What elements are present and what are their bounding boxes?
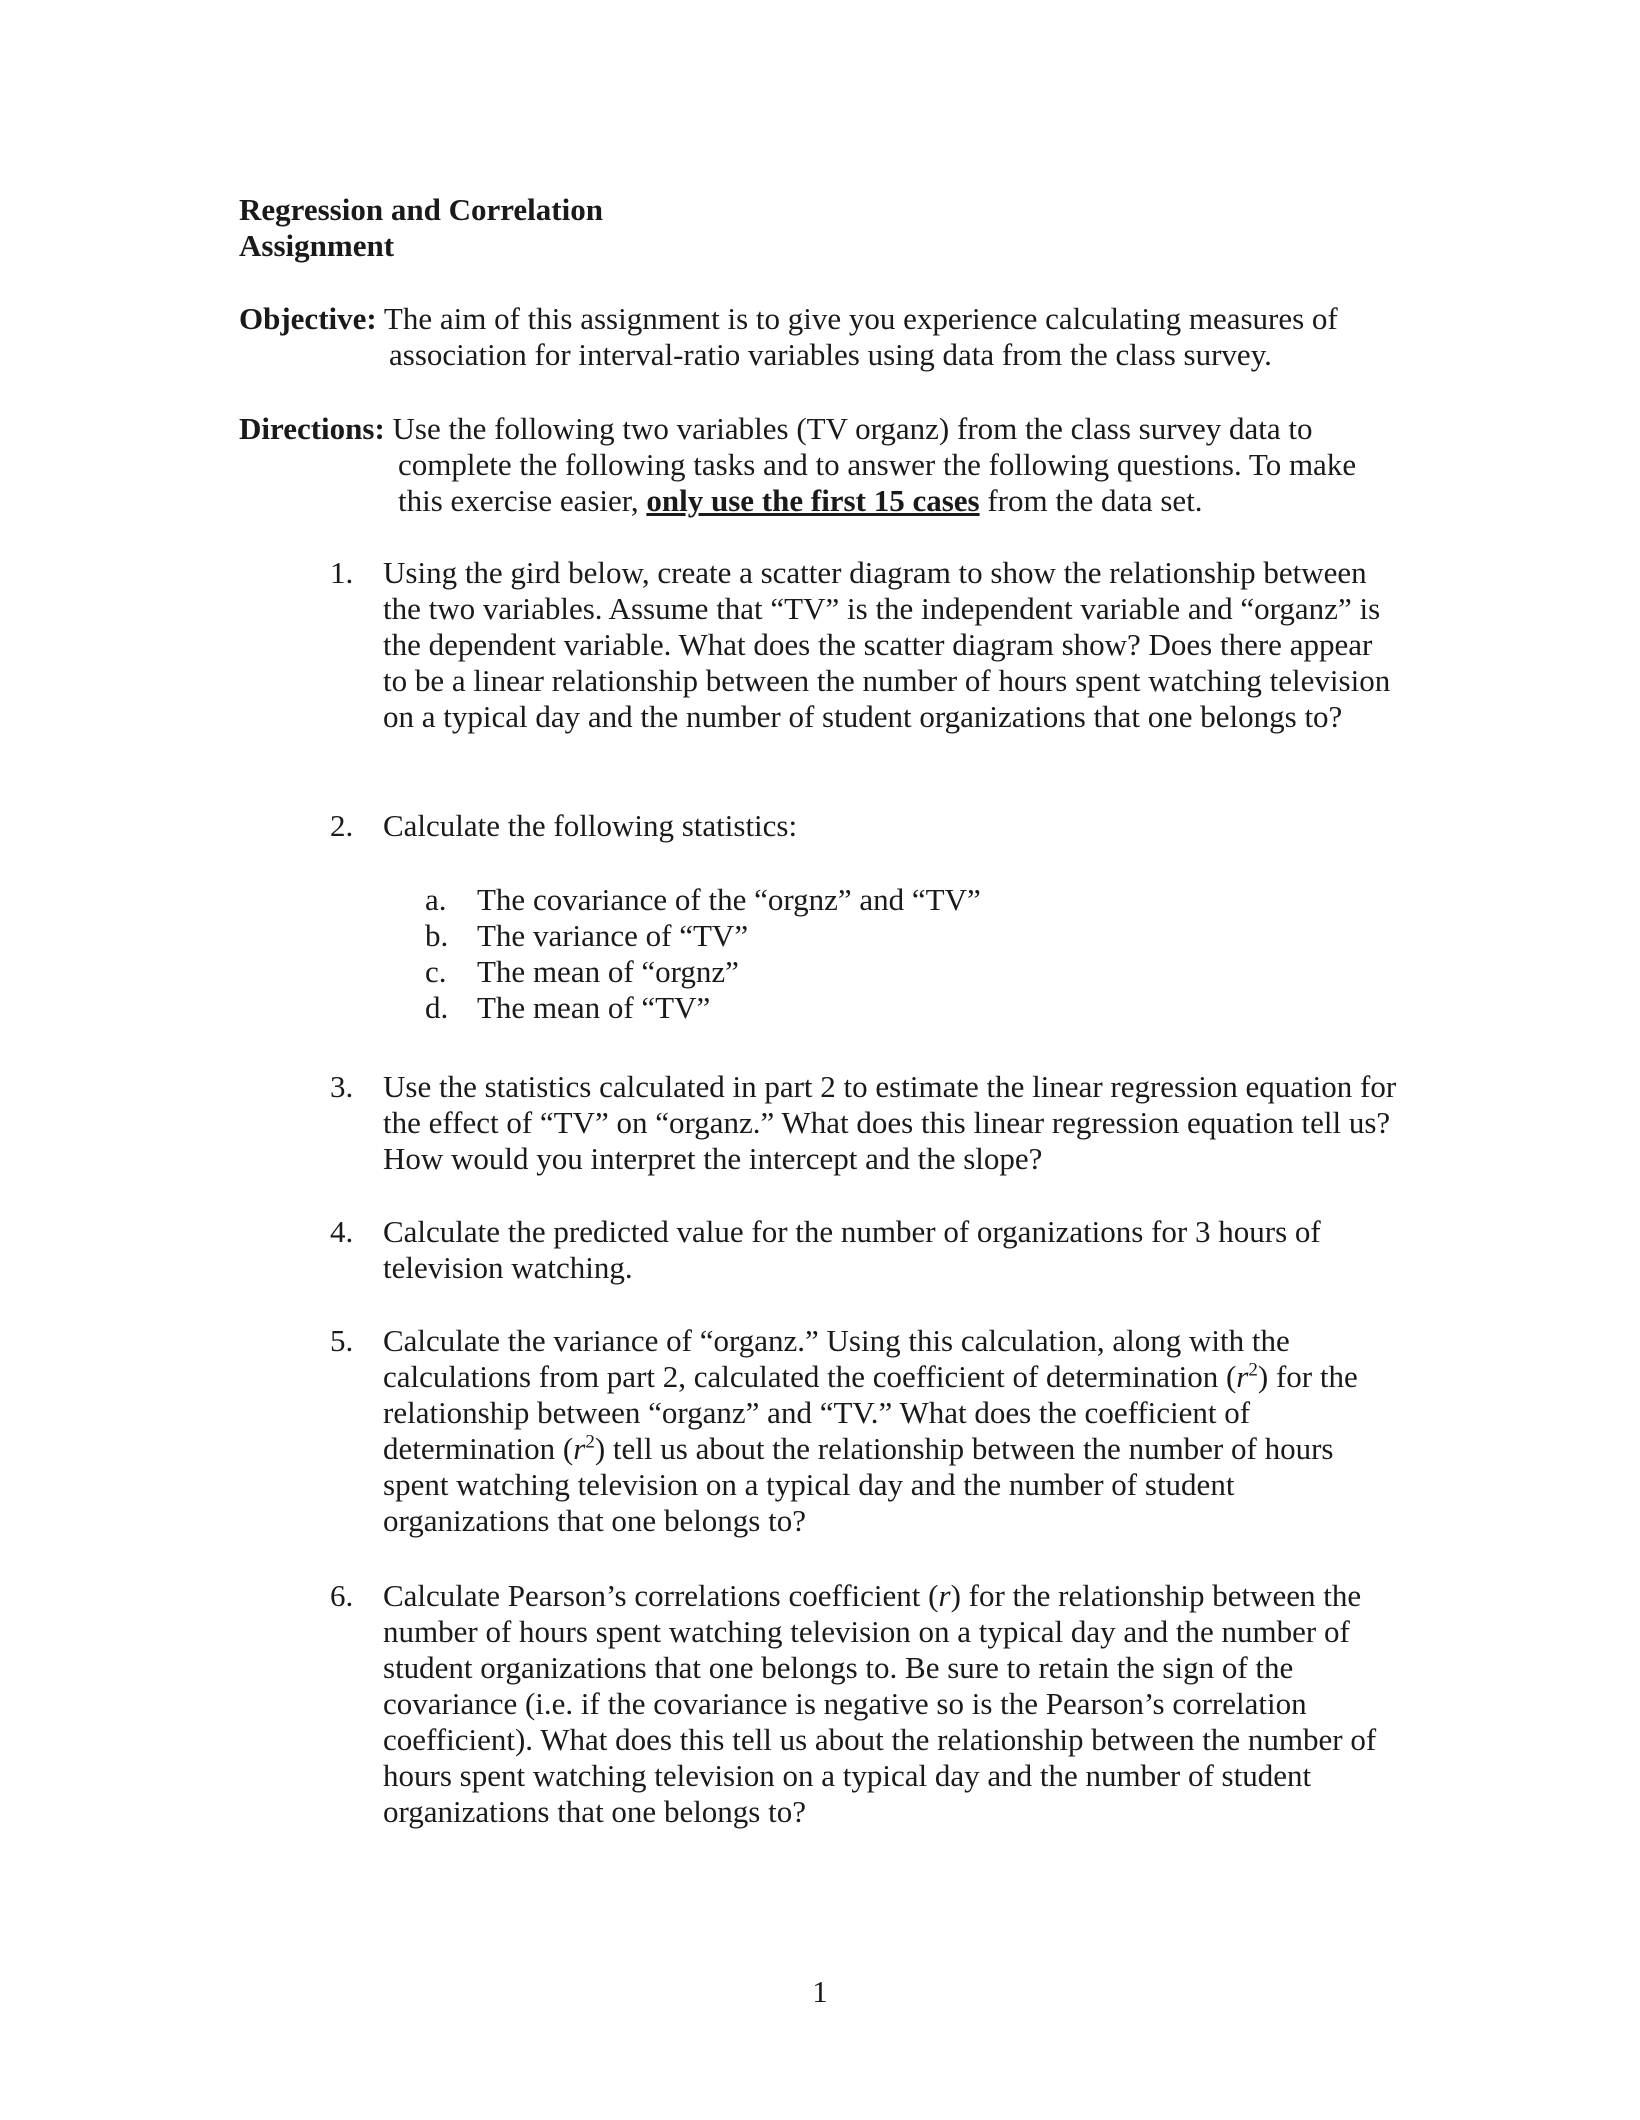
question-text: Using the gird below, create a scatter diagram to show the relationship between the two variables. Assume that “TV” is the independent variable and “organz” is the dependent variable. What does the scatter diagram show? Does there appear to be a linear relationship between the number of hours spent watching television on a typical day and the number of student organizations that one belongs to? bbox=[383, 555, 1391, 734]
question-number: 6. bbox=[330, 1578, 354, 1613]
question-item-4 bbox=[330, 1214, 1400, 1286]
question-text-part: ) for the relationship between the number of hours spent watching television on a typical day and the number of student organizations that one belongs to. Be sure to retain the sign of the covariance (i.e. if the covariance is negative so is the Pearson’s correlation coefficient). What does this tell us about the relationship between the number of hours spent watching television on a typical day and the number of student organizations that one belongs to? bbox=[383, 1578, 1377, 1829]
sub-item-text: The mean of “TV” bbox=[477, 990, 711, 1025]
question-text: Calculate the following statistics: bbox=[383, 808, 798, 843]
page-number: 1 bbox=[812, 1974, 828, 2009]
sub-item-letter: d. bbox=[425, 990, 449, 1025]
question-list bbox=[330, 808, 1400, 844]
r-symbol: r bbox=[1236, 1359, 1249, 1394]
question-item-3 bbox=[330, 1069, 1400, 1177]
question-text-part: Calculate Pearson’s correlations coefficient ( bbox=[383, 1578, 939, 1613]
objective-paragraph bbox=[239, 301, 1399, 373]
question-item-2 bbox=[330, 808, 1400, 844]
superscript: 2 bbox=[1248, 1359, 1258, 1381]
sub-item-letter: a. bbox=[425, 882, 447, 917]
r-symbol: r bbox=[938, 1578, 951, 1613]
question-text bbox=[383, 1578, 1376, 1829]
question-number: 1. bbox=[330, 555, 354, 590]
question-item-1 bbox=[330, 555, 1400, 735]
directions-text-end: from the data set. bbox=[987, 483, 1203, 518]
directions-paragraph bbox=[239, 411, 1399, 519]
objective-section bbox=[239, 301, 1399, 373]
question-text-part: ) tell us about the relationship between the number of hours spent watching television on a typical day and the number of student organizations that one belongs to? bbox=[383, 1431, 1334, 1538]
question-text: Use the statistics calculated in part 2 to estimate the linear regression equation for the effect of “TV” on “organz.” What does this linear regression equation tell us? How would you interpret the intercept and the slope? bbox=[383, 1069, 1397, 1176]
sub-item-a bbox=[425, 882, 1325, 918]
question-text-part: Calculate the variance of “organz.” Using this calculation, along with the calculations from part 2, calculated the coefficient of determination ( bbox=[383, 1323, 1290, 1394]
sub-item-text: The variance of “TV” bbox=[477, 918, 749, 953]
r-symbol: r bbox=[573, 1431, 586, 1466]
directions-text: Use the following two variables (TV organz) from the class survey data to complete the following tasks and to answer the following questions. To make this exercise easier, bbox=[392, 411, 1357, 518]
sub-item-c bbox=[425, 954, 1325, 990]
question-list bbox=[330, 1069, 1400, 1177]
question-text: Calculate the predicted value for the number of organizations for 3 hours of television watching. bbox=[383, 1214, 1321, 1285]
question-number: 2. bbox=[330, 808, 354, 843]
directions-label: Directions: bbox=[239, 411, 385, 446]
question-number: 4. bbox=[330, 1214, 354, 1249]
sub-item-list bbox=[425, 882, 1325, 1026]
question-list bbox=[330, 555, 1400, 735]
question-item-6 bbox=[330, 1578, 1400, 1830]
question-number: 5. bbox=[330, 1323, 354, 1358]
question-list bbox=[330, 1214, 1400, 1286]
sub-item-letter: c. bbox=[425, 954, 447, 989]
title-line-2: Assignment bbox=[239, 228, 395, 263]
superscript: 2 bbox=[585, 1431, 595, 1453]
sub-item-letter: b. bbox=[425, 918, 449, 953]
question-list bbox=[330, 1323, 1400, 1539]
sub-item-b bbox=[425, 918, 1325, 954]
question-item-5 bbox=[330, 1323, 1400, 1539]
document-title bbox=[239, 192, 603, 264]
question-text bbox=[383, 1323, 1358, 1538]
question-text-part: ) for the relationship between “organz” and “TV.” What does the coefficient of determination ( bbox=[383, 1359, 1358, 1466]
objective-text: The aim of this assignment is to give you experience calculating measures of association for interval-ratio variables using data from the class survey. bbox=[383, 301, 1338, 372]
sub-item-d bbox=[425, 990, 1325, 1026]
objective-label: Objective: bbox=[239, 301, 377, 336]
question-number: 3. bbox=[330, 1069, 354, 1104]
sub-item-text: The mean of “orgnz” bbox=[477, 954, 739, 989]
directions-emphasis: only use the first 15 cases bbox=[646, 483, 980, 518]
directions-section bbox=[239, 411, 1399, 519]
sub-item-text: The covariance of the “orgnz” and “TV” bbox=[477, 882, 981, 917]
title-line-1: Regression and Correlation bbox=[239, 192, 603, 227]
question-list bbox=[330, 1578, 1400, 1830]
